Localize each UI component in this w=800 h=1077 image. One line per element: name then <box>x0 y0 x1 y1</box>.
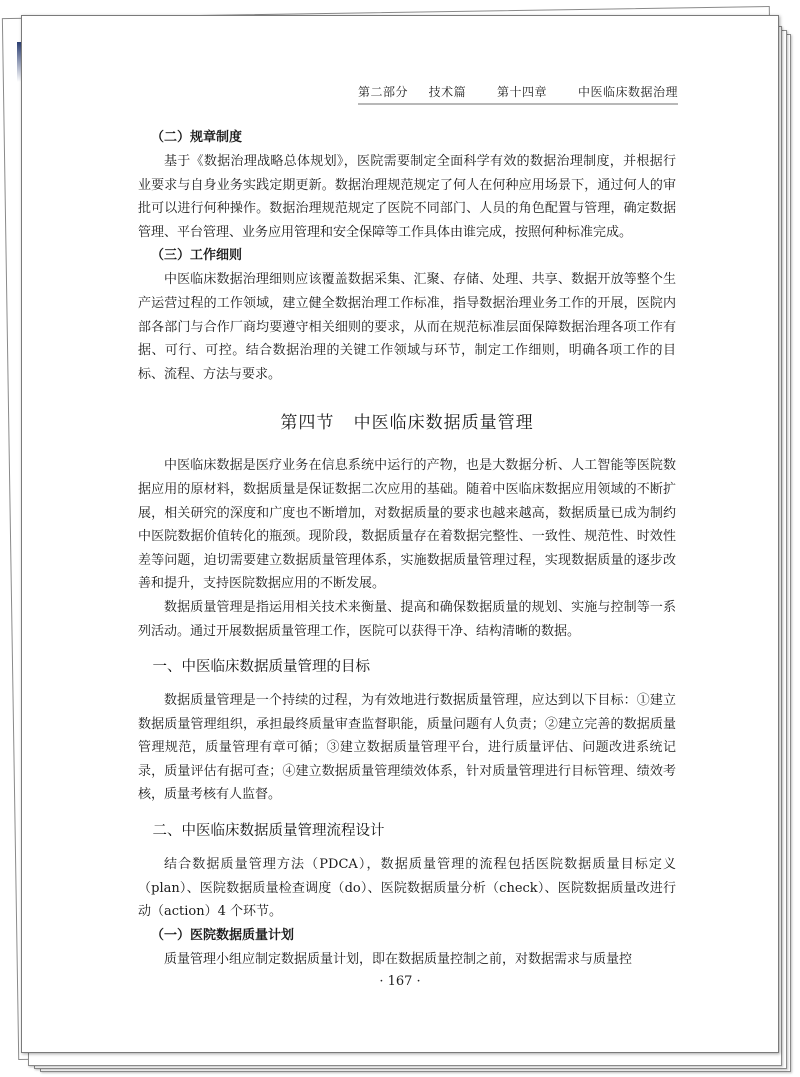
page-number: · 167 · <box>379 974 421 989</box>
document-page <box>21 15 779 1053</box>
heading-quality-goals: 一、中医临床数据质量管理的目标 <box>152 659 370 676</box>
running-head: 第二部分 技术篇 第十四章 中医临床数据治理 <box>358 83 678 105</box>
subheading-quality-plan: （一）医院数据质量计划 <box>151 927 295 943</box>
paragraph-process-design: 结合数据质量管理方法（PDCA），数据质量管理的流程包括医院数据质量目标定义（plan）、医院数据质量检查调度（do）、医院数据质量分析（check）、医院数据质量改进行动（action）4 个环节。 <box>138 857 676 920</box>
page-body <box>138 126 676 971</box>
paragraph-work-details: 中医临床数据治理细则应该覆盖数据采集、汇聚、存储、处理、共享、数据开放等整个生产运营过程的工作领域，建立健全数据治理工作标准，指导数据治理业务工作的开展，医院内部各部门与合作厂商均要遵守相关细则的要求，从而在规范标准层面保障数据治理各项工作有据、可行、可控。结合数据治理的关键工作领域与环节，制定工作细则，明确各项工作的目标、流程、方法与要求。 <box>138 272 676 382</box>
paragraph-intro-2: 数据质量管理是指运用相关技术来衡量、提高和确保数据质量的规划、实施与控制等一系列活动。通过开展数据质量管理工作，医院可以获得干净、结构清晰的数据。 <box>138 599 676 639</box>
paragraph-quality-goals: 数据质量管理是一个持续的过程，为有效地进行数据质量管理，应达到以下目标：①建立数据质量管理组织，承担最终质量审查监督职能，质量问题有人负责；②建立完善的数据质量管理规范，质量管理有章可循；③建立数据质量管理平台，进行质量评估、问题改进系统记录，质量评估有据可查；④建立数据质量管理绩效体系，针对质量管理进行目标管理、绩效考核，质量考核有人监督。 <box>138 693 676 803</box>
paragraph-rules: 基于《数据治理战略总体规划》，医院需要制定全面科学有效的数据治理制度，并根据行业要求与自身业务实践定期更新。数据治理规范规定了何人在何种应用场景下，通过何人的审批可以进行何种操作。数据治理规范规定了医院不同部门、人员的角色配置与管理，确定数据管理、平台管理、业务应用管理和安全保障等工作具体由谁完成，按照何种标准完成。 <box>138 154 676 240</box>
heading-process-design: 二、中医临床数据质量管理流程设计 <box>152 823 385 840</box>
paragraph-quality-plan: 质量管理小组应制定数据质量计划，即在数据质量控制之前，对数据需求与质量控 <box>164 951 633 967</box>
subheading-work-details: （三）工作细则 <box>151 248 243 264</box>
paragraph-intro-1: 中医临床数据是医疗业务在信息系统中运行的产物，也是大数据分析、人工智能等医院数据应用的原材料，数据质量是保证数据二次应用的基础。随着中医临床数据应用领域的不断扩展，相关研究的深度和广度也不断增加，对数据质量的要求也越来越高，数据质量已成为制约中医院数据价值转化的瓶颈。现阶段，数据质量存在着数据完整性、一致性、规范性、时效性差等问题，迫切需要建立数据质量管理体系，实施数据质量管理过程，实现数据质量的逐步改善和提升，支持医院数据应用的不断发展。 <box>138 458 676 592</box>
section-title: 第四节 中医临床数据质量管理 <box>280 413 534 434</box>
subheading-rules: （二）规章制度 <box>151 130 243 145</box>
